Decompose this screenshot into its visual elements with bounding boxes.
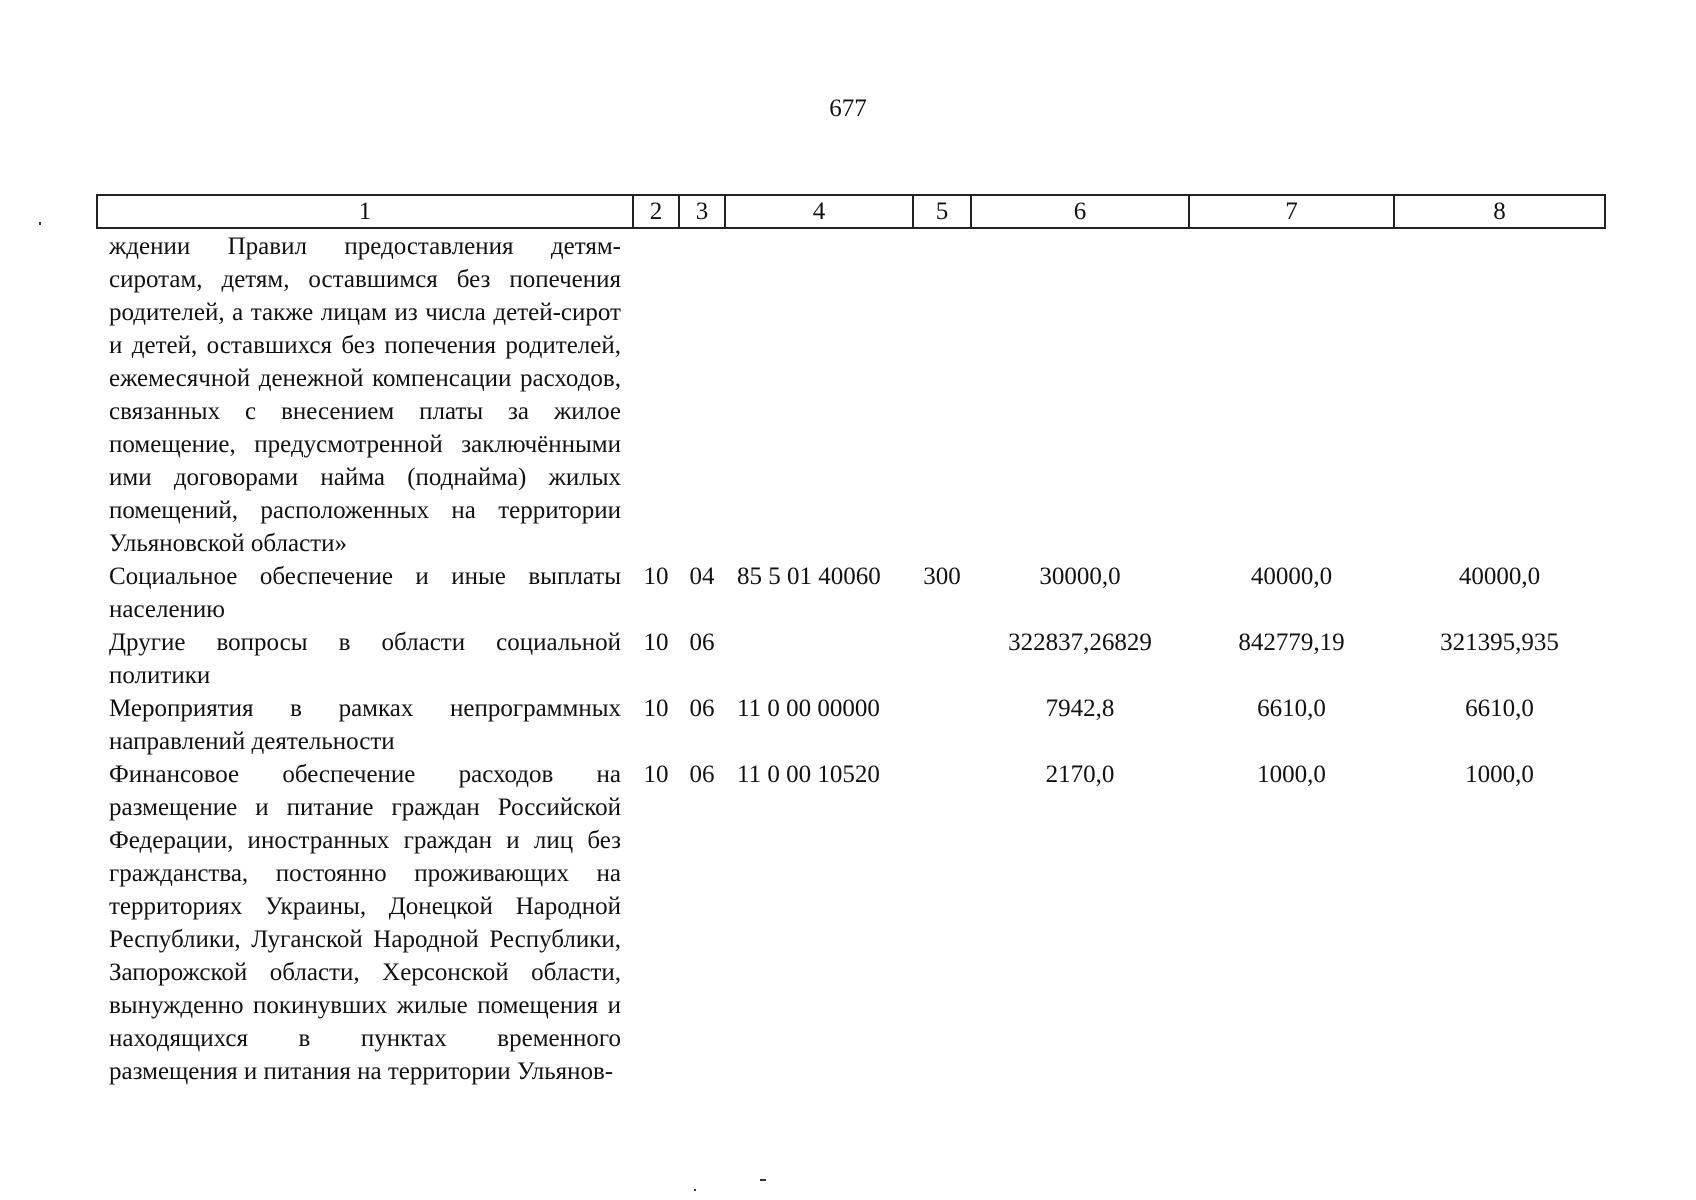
row-section: [633, 228, 679, 560]
row-value-col6: 30000,0: [1039, 563, 1121, 590]
table-row: [97, 228, 1605, 560]
header-col-7: 7: [1189, 195, 1394, 228]
page-number: 677: [829, 95, 867, 122]
row-value-col7: 6610,0: [1257, 695, 1326, 722]
row-target-code: [725, 228, 913, 560]
row-subsection: [679, 228, 725, 560]
row-section: 10: [643, 761, 669, 788]
row-target-code: 85 5 01 40060: [737, 563, 881, 590]
row-subsection: 06: [689, 629, 715, 656]
table-row: [97, 692, 1605, 758]
row-section: 10: [643, 563, 669, 590]
row-section: 10: [643, 695, 669, 722]
row-target-code: [725, 626, 913, 692]
header-col-4: 4: [725, 195, 913, 228]
table-row: [97, 626, 1605, 692]
row-expense-type: [913, 626, 971, 692]
row-expense-type: [913, 228, 971, 560]
row-value-col7: 40000,0: [1250, 563, 1333, 590]
row-name: Мероприятия в рамках непрограммных направлений деятельности: [109, 695, 621, 755]
row-value-col8: 6610,0: [1465, 695, 1534, 722]
row-expense-type: 300: [923, 563, 961, 590]
row-subsection: 04: [689, 563, 715, 590]
row-value-col7: [1189, 228, 1394, 560]
row-value-col8: [1394, 228, 1605, 560]
scan-speck: [760, 1179, 766, 1181]
row-value-col8: 1000,0: [1465, 761, 1534, 788]
table-row: [97, 758, 1605, 1088]
header-col-2: 2: [633, 195, 679, 228]
row-name: Социальное обеспечение и иные выплаты населению: [109, 563, 621, 623]
header-col-5: 5: [913, 195, 971, 228]
row-value-col6: 322837,26829: [1008, 629, 1152, 656]
row-name: Другие вопросы в области социальной политики: [109, 629, 621, 689]
row-value-col7: 1000,0: [1257, 761, 1326, 788]
row-target-code: 11 0 00 10520: [737, 761, 880, 788]
header-col-1: 1: [97, 195, 633, 228]
row-value-col6: 2170,0: [1045, 761, 1115, 788]
header-col-8: 8: [1394, 195, 1605, 228]
scan-speck: [694, 1189, 696, 1191]
table-header: [97, 195, 1605, 228]
header-col-3: 3: [679, 195, 725, 228]
budget-table: [96, 194, 1606, 1088]
row-value-col8: 321395,935: [1440, 629, 1559, 656]
row-name: ждении Правил предоставления детям-сиротам, детям, оставшимся без попечения родителей, а также лицам из числа детей-сирот и детей, оставшихся без попечения родителей, ежемесячной денежной компенсации расходов, связанных с внесением платы за жилое помещение, предусмотренной заключёнными ими договорами найма (поднайма) жилых помещений, расположенных на территории Ульяновской области»: [109, 233, 621, 557]
row-value-col7: 842779,19: [1238, 629, 1345, 656]
row-expense-type: [913, 758, 971, 1088]
row-target-code: 11 0 00 00000: [737, 695, 880, 722]
row-expense-type: [913, 692, 971, 758]
row-name: Финансовое обеспечение расходов на размещение и питание граждан Российской Федерации, иностранных граждан и лиц без гражданства, постоянно проживающих на территориях Украины, Донецкой Народной Республики, Луганской Народной Республики, Запорожской области, Херсонской области, вынужденно покинувших жилые помещения и находящихся в пунктах временного размещения и питания на территории Ульянов-: [109, 761, 621, 1085]
table-row: [97, 560, 1605, 626]
scan-speck: [39, 222, 41, 225]
row-value-col8: 40000,0: [1458, 563, 1541, 590]
row-section: 10: [643, 629, 669, 656]
header-col-6: 6: [971, 195, 1189, 228]
row-value-col6: 7942,8: [1045, 695, 1115, 722]
row-subsection: 06: [689, 695, 715, 722]
row-subsection: 06: [689, 761, 715, 788]
row-value-col6: [971, 228, 1189, 560]
